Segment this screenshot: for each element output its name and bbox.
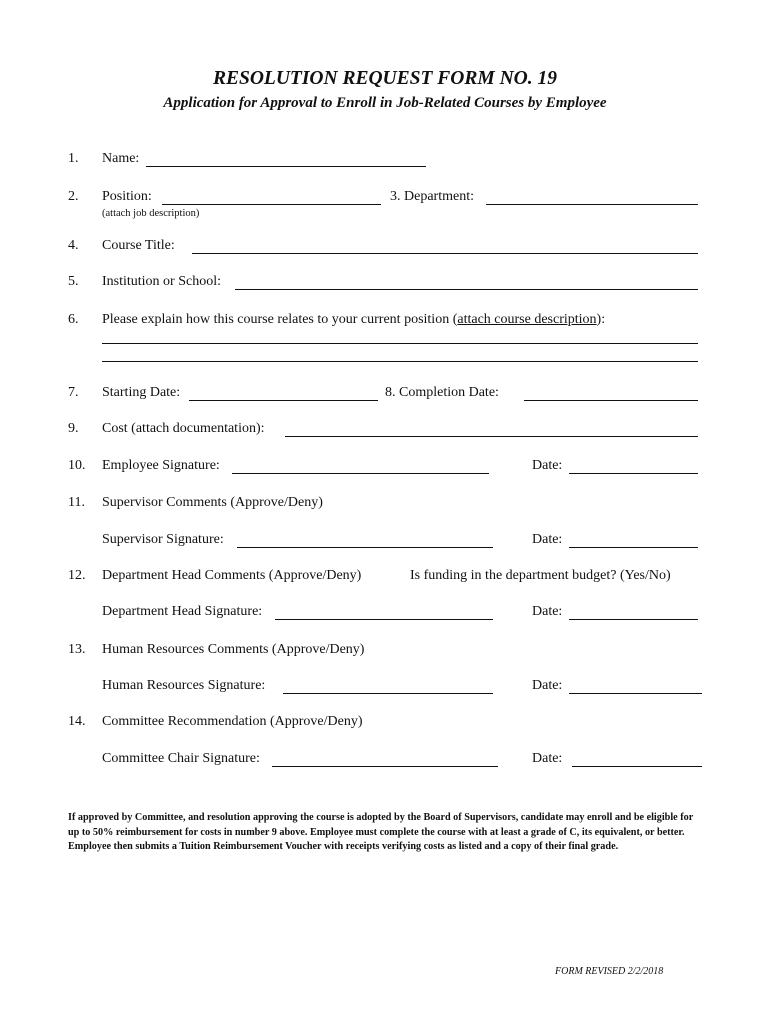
name-label: Name: — [102, 151, 140, 166]
item-number-2: 2. — [68, 189, 79, 204]
funding-question: Is funding in the department budget? (Yes/No) — [410, 568, 671, 583]
dept-head-comments-label: Department Head Comments (Approve/Deny) — [102, 568, 362, 583]
starting-date-field[interactable] — [189, 400, 378, 401]
item-number-7: 7. — [68, 385, 79, 400]
position-label: Position: — [102, 189, 152, 204]
item-number-13: 13. — [68, 642, 86, 657]
cost-field[interactable] — [285, 436, 698, 437]
form-title: RESOLUTION REQUEST FORM NO. 19 — [212, 68, 557, 89]
completion-date-field[interactable] — [524, 400, 698, 401]
department-label: 3. Department: — [390, 189, 474, 204]
dept-head-date-field[interactable] — [569, 619, 698, 620]
explain-suffix: ): — [596, 312, 606, 327]
form-subtitle: Application for Approval to Enroll in Job-Related Courses by Employee — [163, 95, 607, 111]
attach-job-description-note: (attach job description) — [102, 208, 200, 219]
department-field[interactable] — [486, 204, 698, 205]
item-number-10: 10. — [68, 458, 86, 473]
committee-date-label: Date: — [532, 751, 563, 766]
committee-signature-field[interactable] — [272, 766, 498, 767]
dept-head-date-label: Date: — [532, 604, 563, 619]
form-revision-date: FORM REVISED 2/2/2018 — [555, 966, 664, 977]
position-field[interactable] — [162, 204, 381, 205]
hr-comments-label: Human Resources Comments (Approve/Deny) — [102, 642, 365, 657]
completion-date-label: 8. Completion Date: — [385, 385, 499, 400]
hr-date-field[interactable] — [569, 693, 702, 694]
dept-head-signature-field[interactable] — [275, 619, 493, 620]
starting-date-label: Starting Date: — [102, 385, 181, 400]
explain-prefix: Please explain how this course relates to your current position ( — [102, 312, 458, 327]
name-field[interactable] — [146, 166, 426, 167]
hr-signature-label: Human Resources Signature: — [102, 678, 266, 693]
item-number-14: 14. — [68, 714, 86, 729]
supervisor-date-field[interactable] — [569, 547, 698, 548]
item-number-9: 9. — [68, 421, 79, 436]
dept-head-signature-label: Department Head Signature: — [102, 604, 263, 619]
employee-signature-field[interactable] — [232, 473, 489, 474]
committee-recommendation-label: Committee Recommendation (Approve/Deny) — [102, 714, 363, 729]
institution-label: Institution or School: — [102, 274, 221, 289]
approval-note: If approved by Committee, and resolution approving the course is adopted by the Board of Supervisors, candidate may enroll and be eligible for up to 50% reimbursement for costs in number 9 above. Employee must complete the course with at least a grade of C, its equivalent, or better. Employee then submits a Tuition Reimbursement Voucher with receipts verifying costs as listed and a copy of their final grade. — [68, 812, 694, 852]
supervisor-date-label: Date: — [532, 532, 563, 547]
item-number-12: 12. — [68, 568, 86, 583]
explanation-field-line-1[interactable] — [102, 343, 698, 344]
hr-date-label: Date: — [532, 678, 563, 693]
cost-label: Cost (attach documentation): — [102, 421, 265, 436]
item-number-6: 6. — [68, 312, 79, 327]
committee-date-field[interactable] — [572, 766, 702, 767]
supervisor-signature-field[interactable] — [237, 547, 493, 548]
course-title-label: Course Title: — [102, 238, 175, 253]
item-number-11: 11. — [68, 495, 85, 510]
item-number-4: 4. — [68, 238, 79, 253]
attach-course-description-text: attach course description — [457, 312, 597, 327]
committee-signature-label: Committee Chair Signature: — [102, 751, 260, 766]
supervisor-signature-label: Supervisor Signature: — [102, 532, 224, 547]
employee-date-label: Date: — [532, 458, 563, 473]
institution-field[interactable] — [235, 289, 698, 290]
hr-signature-field[interactable] — [283, 693, 493, 694]
explanation-field-line-2[interactable] — [102, 361, 698, 362]
employee-date-field[interactable] — [569, 473, 698, 474]
supervisor-comments-label: Supervisor Comments (Approve/Deny) — [102, 495, 323, 510]
course-title-field[interactable] — [192, 253, 698, 254]
item-number-1: 1. — [68, 151, 79, 166]
explain-question — [102, 312, 605, 328]
item-number-5: 5. — [68, 274, 79, 289]
employee-signature-label: Employee Signature: — [102, 458, 220, 473]
